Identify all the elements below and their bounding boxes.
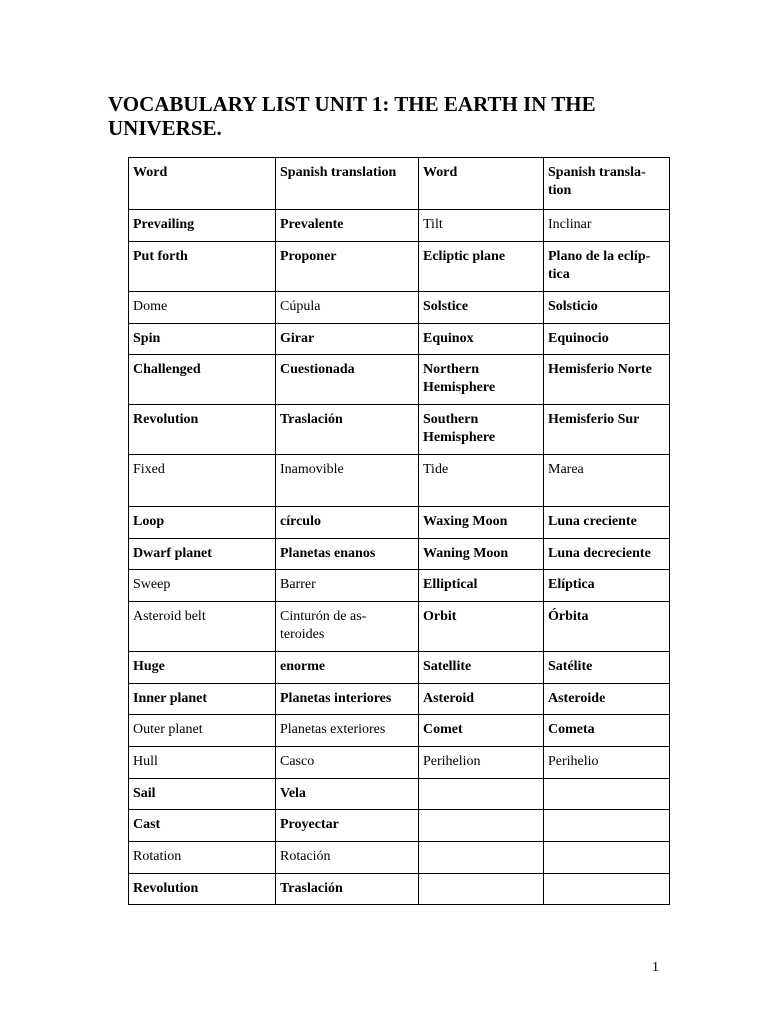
cell-spanish-translation-2: Hemisferio Norte [544,355,670,405]
page-number: 1 [652,960,659,975]
cell-word: Hull [129,747,276,779]
header-word-2: Word [419,158,544,210]
cell-spanish-translation-2: Perihelio [544,747,670,779]
cell-spanish-translation-2: Inclinar [544,210,670,242]
cell-word: Dwarf planet [129,539,276,570]
cell-word-2: Tilt [419,210,544,242]
cell-spanish-translation-2: Satélite [544,652,670,684]
cell-word: Inner planet [129,684,276,715]
table-row [129,747,670,779]
cell-word: Spin [129,324,276,355]
cell-spanish-translation: Proponer [276,242,419,292]
cell-spanish-translation-2 [544,874,670,905]
cell-word: Sweep [129,570,276,602]
cell-spanish-translation: Rotación [276,842,419,874]
cell-spanish-translation: Barrer [276,570,419,602]
table-row [129,405,670,455]
cell-word-2: Southern Hemisphere [419,405,544,455]
cell-spanish-translation-2: Plano de la eclíp- tica [544,242,670,292]
cell-spanish-translation: Prevalente [276,210,419,242]
table-row [129,810,670,842]
cell-word: Cast [129,810,276,842]
cell-word-2 [419,874,544,905]
cell-spanish-translation-2: Cometa [544,715,670,747]
cell-word-2 [419,779,544,810]
cell-word: Loop [129,507,276,539]
cell-word: Challenged [129,355,276,405]
cell-spanish-translation-2: Asteroide [544,684,670,715]
cell-spanish-translation: Planetas exteriores [276,715,419,747]
header-spanish-translation-2: Spanish transla- tion [544,158,670,210]
cell-spanish-translation: enorme [276,652,419,684]
cell-word-2: Tide [419,455,544,507]
cell-spanish-translation: Planetas interiores [276,684,419,715]
cell-spanish-translation-2 [544,779,670,810]
header-row [129,158,670,210]
cell-spanish-translation-2: Equinocio [544,324,670,355]
table-row [129,874,670,905]
cell-spanish-translation-2: Solsticio [544,292,670,324]
cell-word-2: Solstice [419,292,544,324]
cell-spanish-translation-2 [544,810,670,842]
cell-spanish-translation: Planetas enanos [276,539,419,570]
cell-word-2: Equinox [419,324,544,355]
table-body [129,210,670,905]
cell-spanish-translation-2: Luna decreciente [544,539,670,570]
cell-word-2: Waning Moon [419,539,544,570]
table-row [129,684,670,715]
table-row [129,292,670,324]
cell-spanish-translation-2: Marea [544,455,670,507]
cell-word: Revolution [129,405,276,455]
cell-word-2: Perihelion [419,747,544,779]
table-row [129,455,670,507]
table-row [129,602,670,652]
cell-word-2: Orbit [419,602,544,652]
cell-word-2 [419,810,544,842]
table-header [129,158,670,210]
table-row [129,715,670,747]
table-row [129,242,670,292]
cell-word-2: Elliptical [419,570,544,602]
table-row [129,779,670,810]
cell-spanish-translation: Traslación [276,405,419,455]
cell-word: Fixed [129,455,276,507]
header-spanish-translation: Spanish translation [276,158,419,210]
cell-spanish-translation: Casco [276,747,419,779]
table-row [129,324,670,355]
table-row [129,210,670,242]
cell-spanish-translation: Vela [276,779,419,810]
cell-spanish-translation: Girar [276,324,419,355]
table-row [129,570,670,602]
table-row [129,355,670,405]
cell-spanish-translation-2: Hemisferio Sur [544,405,670,455]
cell-spanish-translation: Inamovible [276,455,419,507]
cell-word: Sail [129,779,276,810]
cell-spanish-translation: círculo [276,507,419,539]
cell-spanish-translation-2 [544,842,670,874]
table-row [129,539,670,570]
cell-spanish-translation-2: Órbita [544,602,670,652]
cell-spanish-translation: Traslación [276,874,419,905]
cell-word: Asteroid belt [129,602,276,652]
header-word: Word [129,158,276,210]
cell-word-2: Comet [419,715,544,747]
cell-word-2: Waxing Moon [419,507,544,539]
cell-word: Revolution [129,874,276,905]
cell-word-2: Satellite [419,652,544,684]
cell-word: Rotation [129,842,276,874]
cell-spanish-translation: Cuestionada [276,355,419,405]
cell-word: Prevailing [129,210,276,242]
cell-word: Huge [129,652,276,684]
cell-spanish-translation-2: Elíptica [544,570,670,602]
cell-spanish-translation-2: Luna creciente [544,507,670,539]
cell-word-2: Asteroid [419,684,544,715]
cell-word: Outer planet [129,715,276,747]
vocabulary-table [128,157,670,905]
table-row [129,842,670,874]
cell-word: Dome [129,292,276,324]
cell-word: Put forth [129,242,276,292]
cell-spanish-translation: Cúpula [276,292,419,324]
cell-spanish-translation: Proyectar [276,810,419,842]
document-title: VOCABULARY LIST UNIT 1: THE EARTH IN THE UNIVERSE. [108,92,596,140]
cell-word-2 [419,842,544,874]
cell-word-2: Ecliptic plane [419,242,544,292]
cell-spanish-translation: Cinturón de as- teroides [276,602,419,652]
cell-word-2: Northern Hemisphere [419,355,544,405]
table-row [129,507,670,539]
table-row [129,652,670,684]
